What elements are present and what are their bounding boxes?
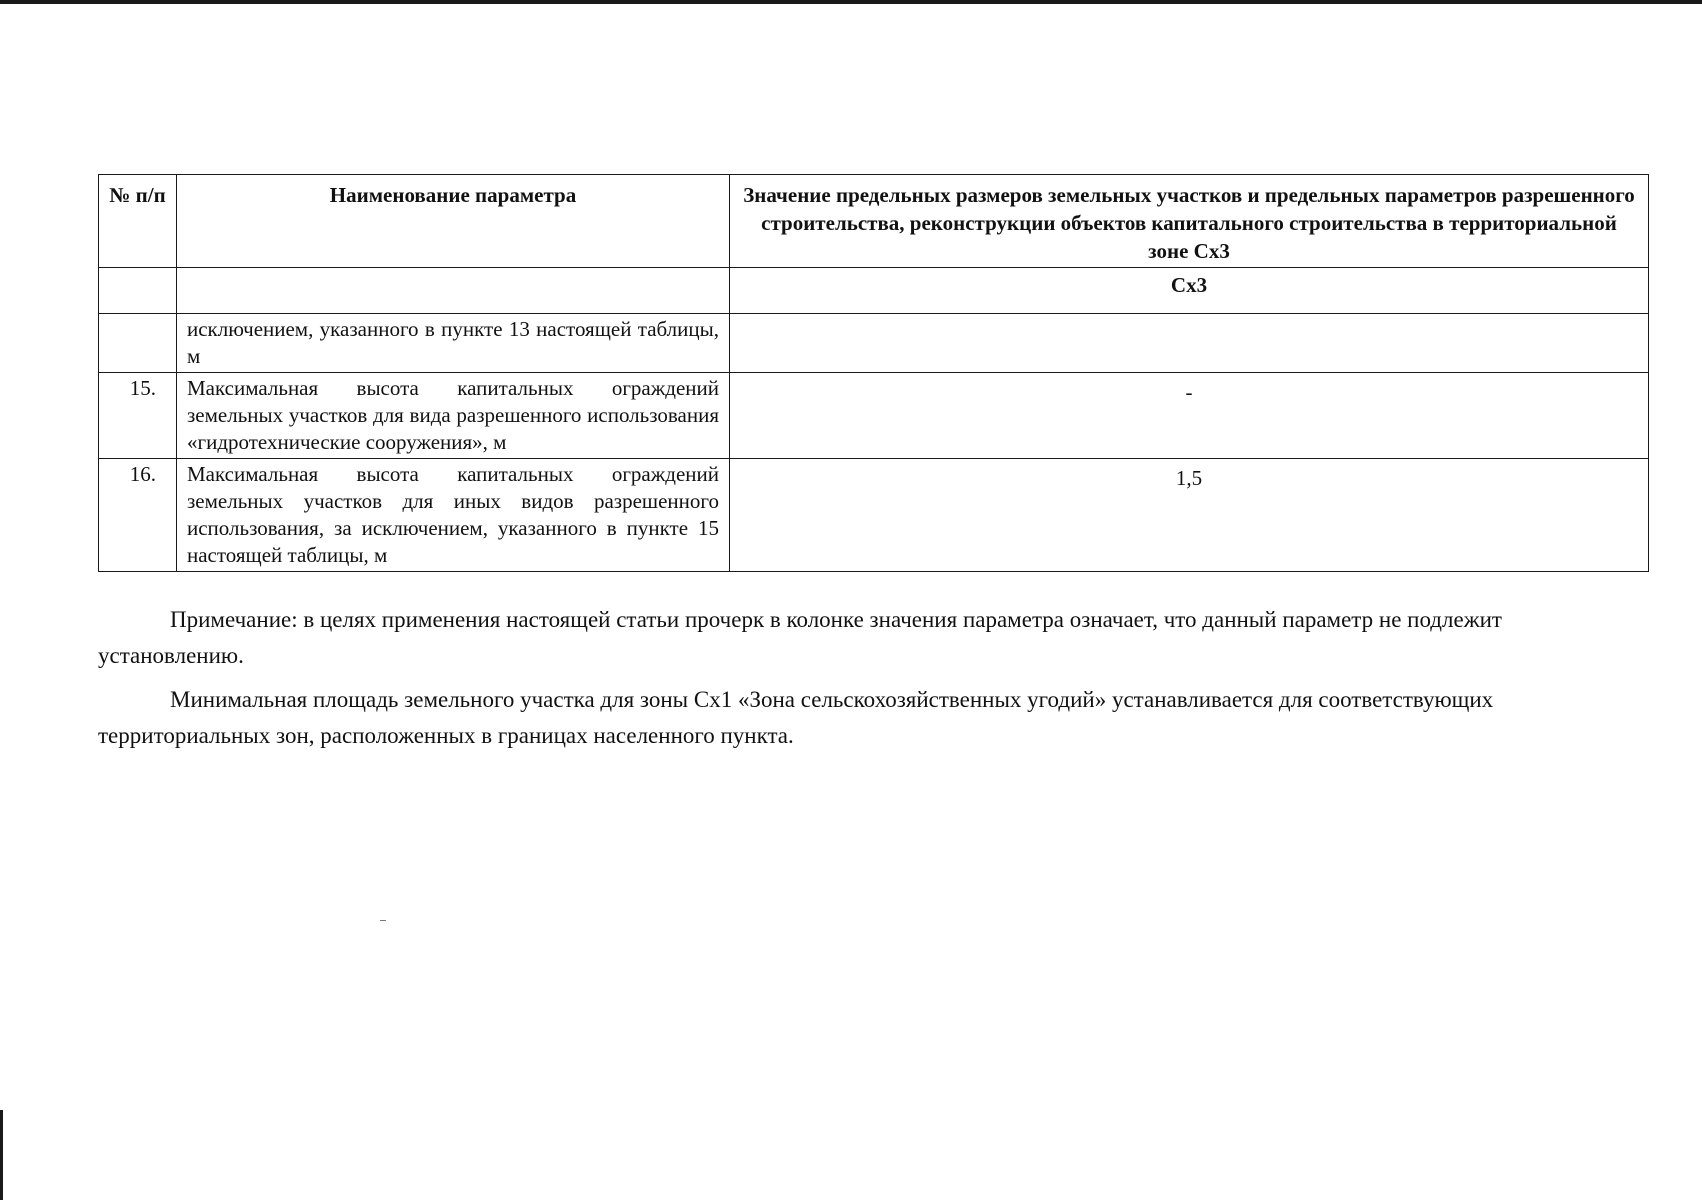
scan-speck: [380, 920, 386, 921]
row-value: [730, 314, 1649, 373]
header-value: Значение предельных размеров земельных участков и предельных параметров разрешенного строительства, реконструкции объектов капитального строительства в территориальной зоне Сх3: [730, 175, 1649, 268]
row-num: 16.: [99, 459, 177, 572]
scan-edge-top: [0, 0, 1702, 4]
table-row: [99, 373, 1649, 459]
header-num: № п/п: [99, 175, 177, 268]
header-name: Наименование параметра: [177, 175, 730, 268]
table-header-row: [99, 175, 1649, 268]
table-row: [99, 459, 1649, 572]
subheader-value: Сх3: [730, 268, 1649, 314]
min-area-paragraph: Минимальная площадь земельного участка для зоны Сх1 «Зона сельскохозяйственных угодий» устанавливается для соответствующих территориальных зон, расположенных в границах населенного пункта.: [98, 687, 1494, 748]
subheader-name: [177, 268, 730, 314]
scan-edge-left: [0, 1110, 3, 1200]
row-value: 1,5: [730, 459, 1649, 572]
row-name: Максимальная высота капитальных ограждений земельных участков для иных видов разрешенного использования, за исключением, указанного в пункте 15 настоящей таблицы, м: [177, 459, 730, 572]
table-subheader-row: [99, 268, 1649, 314]
row-name: Максимальная высота капитальных ограждений земельных участков для вида разрешенного использования «гидротехнические сооружения», м: [177, 373, 730, 459]
row-num: [99, 314, 177, 373]
row-name: исключением, указанного в пункте 13 настоящей таблицы, м: [177, 314, 730, 373]
row-num: 15.: [99, 373, 177, 459]
note-paragraph: Примечание: в целях применения настоящей статьи прочерк в колонке значения параметра означает, что данный параметр не подлежит установлению.: [98, 607, 1502, 668]
row-value: -: [730, 373, 1649, 459]
parameters-table: [98, 174, 1649, 572]
subheader-num: [99, 268, 177, 314]
table-row: [99, 314, 1649, 373]
